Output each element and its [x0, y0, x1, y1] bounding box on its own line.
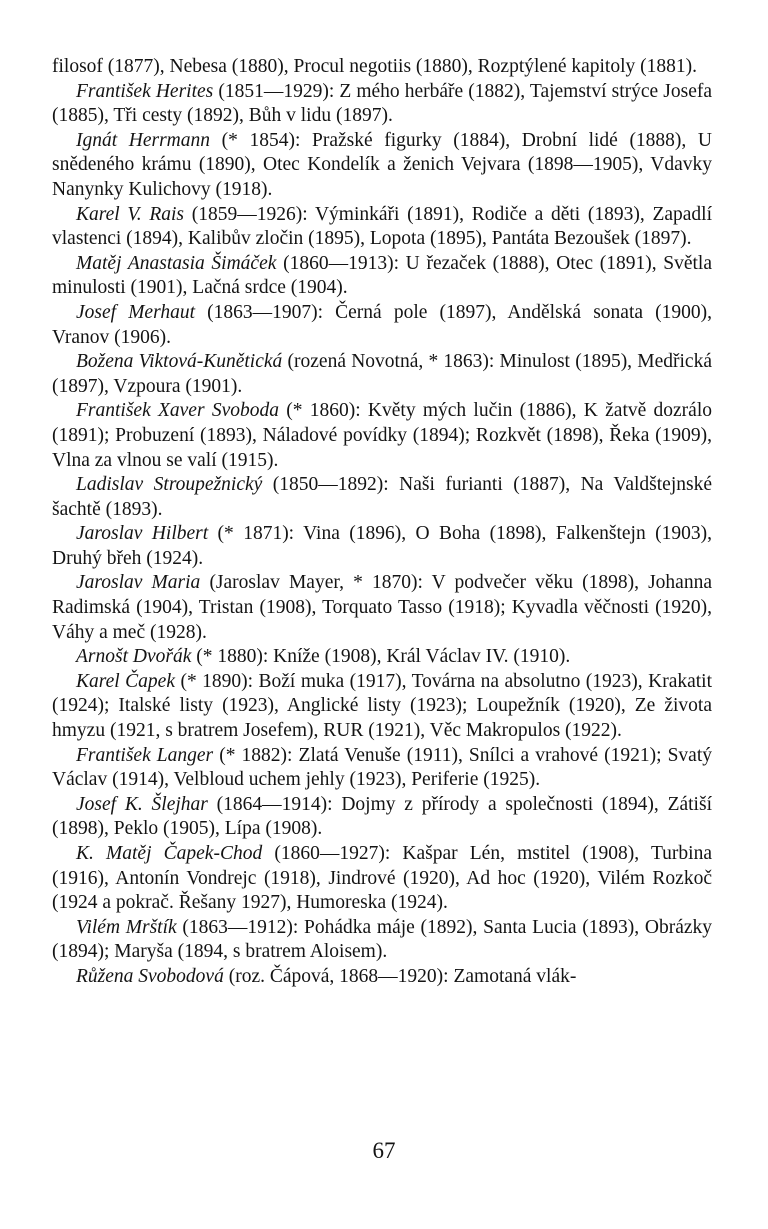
page-number: 67	[372, 1138, 396, 1163]
author-name: Arnošt Dvořák	[76, 646, 192, 668]
entry-text: (rozená Novotná, * 1863): Minulost (1895), Medřická (1897), Vzpoura (1901).	[52, 351, 712, 397]
text-column	[52, 55, 712, 990]
author-name: Karel Čapek	[76, 670, 175, 692]
author-name: František Langer	[76, 744, 214, 766]
author-name: František Herites	[76, 80, 214, 102]
entry	[52, 252, 712, 301]
entry	[52, 350, 712, 399]
author-name: K. Matěj Čapek-Chod	[76, 843, 263, 864]
author-name: Jaroslav Hilbert	[76, 523, 209, 545]
entry	[52, 916, 712, 965]
entry-text: (1863—1907): Černá pole (1897), Andělská sonata (1900), Vranov (1906).	[52, 301, 712, 348]
author-name: Vilém Mrštík	[76, 916, 177, 938]
entry-text: (Jaroslav Mayer, * 1870): V podvečer věku (1898), Johanna Radimská (1904), Tristan (1908), Torquato Tasso (1918); Kyvadla věčnosti (1920), Váhy a meč (1928).	[52, 572, 712, 643]
entry-text: (1860—1913): U řezaček (1888), Otec (1891), Světla minulosti (1901), Lačná srdce (1904).	[52, 252, 712, 299]
entry-text: (1859—1926): Výminkáři (1891), Rodiče a děti (1893), Zapadlí vlastenci (1894), Kalibův zločin (1895), Lopota (1895), Pantáta Bezoušek (1897).	[52, 203, 713, 250]
entry	[52, 473, 712, 522]
entry-text: filosof (1877), Nebesa (1880), Procul negotiis (1880), Rozptýlené kapitoly (1881).	[52, 56, 697, 77]
entry-text: (1864—1914): Dojmy z přírody a společnosti (1894), Zátiší (1898), Peklo (1905), Lípa (1908).	[52, 793, 712, 840]
entry-text: (1860—1927): Kašpar Lén, mstitel (1908), Turbina (1916), Antonín Vondrejc (1918), Jindrové (1920), Ad hoc (1920), Vilém Rozkoč (1924 a pokrač. Řešany 1927), Humoreska (1924).	[52, 843, 712, 914]
entry	[52, 399, 712, 473]
author-name: Růžena Svobodová	[76, 965, 224, 987]
entry-text: (* 1880): Kníže (1908), Král Václav IV. (1910).	[191, 646, 571, 668]
author-name: Matěj Anastasia Šimáček	[76, 252, 277, 274]
author-name: Ignát Herrmann	[76, 129, 211, 151]
author-name: Božena Viktová-Kunětická	[76, 351, 283, 373]
author-name: Josef K. Šlejhar	[76, 793, 208, 815]
entry	[52, 80, 712, 129]
entry	[52, 203, 712, 252]
entry	[52, 793, 712, 842]
entry	[52, 129, 712, 203]
entry	[52, 965, 712, 990]
entry	[52, 842, 712, 916]
entry-text: (* 1882): Zlatá Venuše (1911), Snílci a vrahové (1921); Svatý Václav (1914), Velbloud uchem jehly (1923), Periferie (1925).	[52, 744, 712, 791]
entry	[52, 301, 712, 350]
author-name: Jaroslav Maria	[76, 572, 201, 594]
author-name: Karel V. Rais	[76, 203, 185, 225]
entry-text: (* 1871): Vina (1896), O Boha (1898), Falkenštejn (1903), Druhý břeh (1924).	[52, 523, 712, 569]
entry-text: (roz. Čápová, 1868—1920): Zamotaná vlák-	[223, 965, 577, 987]
entry-text: (* 1890): Boží muka (1917), Továrna na absolutno (1923), Krakatit (1924); Italské listy (1923), Anglické listy (1923); Loupežník (1920), Ze života hmyzu (1921, s bratrem Josefem), RUR (1921), Věc Makropulos (1922).	[52, 670, 713, 742]
entry-text: (1863—1912): Pohádka máje (1892), Santa Lucia (1893), Obrázky (1894); Maryša (1894, s bratrem Aloisem).	[52, 916, 713, 963]
entry	[52, 55, 712, 80]
entry	[52, 571, 712, 645]
entry-text: (1850—1892): Naši furianti (1887), Na Valdštejnské šachtě (1893).	[52, 474, 712, 520]
entry-text: (* 1854): Pražské figurky (1884), Drobní lidé (1888), U snědeného krámu (1890), Otec Kondelík a ženich Vejvara (1898—1905), Vdavky Nanynky Kulichovy (1918).	[52, 129, 712, 200]
entry-text: (1851—1929): Z mého herbáře (1882), Tajemství strýce Josefa (1885), Tři cesty (1892), Bůh v lidu (1897).	[52, 80, 712, 127]
author-name: František Xaver Svoboda	[76, 400, 279, 422]
entry	[52, 744, 712, 793]
author-name: Ladislav Stroupežnický	[76, 474, 263, 496]
entry-text: (* 1860): Květy mých lučin (1886), K žatvě dozrálo (1891); Probuzení (1893), Náladové povídky (1894); Rozkvět (1898), Řeka (1909), Vlna za vlnou se valí (1915).	[52, 400, 712, 471]
author-name: Josef Merhaut	[76, 301, 195, 323]
entry	[52, 670, 712, 744]
entry	[52, 522, 712, 571]
entry	[52, 645, 712, 670]
